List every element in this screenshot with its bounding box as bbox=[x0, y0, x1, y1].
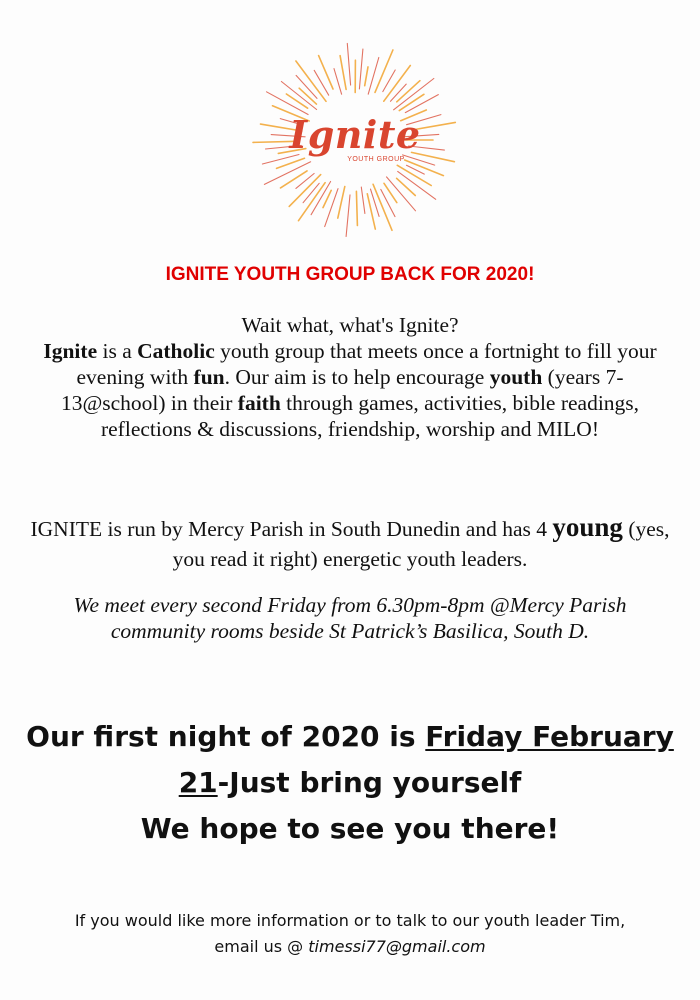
logo-title: Ignite bbox=[289, 112, 421, 157]
sunburst-ray bbox=[375, 50, 393, 92]
sunburst-ray bbox=[359, 49, 363, 89]
sunburst-ray bbox=[365, 67, 368, 86]
sunburst-ray bbox=[338, 187, 345, 219]
intro-body bbox=[30, 338, 670, 442]
sunburst-ray bbox=[296, 61, 326, 101]
sunburst-ray bbox=[281, 82, 316, 110]
sunburst-ray bbox=[325, 189, 338, 227]
logo-subtitle: YOUTH GROUP bbox=[347, 156, 405, 163]
contact-info bbox=[20, 908, 680, 960]
word-young: young bbox=[552, 512, 623, 542]
leaders-paragraph bbox=[20, 512, 680, 574]
first-night-intro: Our first night of 2020 is bbox=[26, 720, 426, 753]
sunburst-ray bbox=[397, 178, 416, 195]
leaders-text-1: IGNITE is run by Mercy Parish in South Dunedin and has 4 bbox=[30, 517, 553, 541]
sunburst-ray bbox=[299, 183, 326, 221]
intro-text-5: through games, activities, bible readings, reflections & discussions, friendship, worship and MILO! bbox=[100, 391, 640, 441]
sunburst-ray bbox=[356, 191, 357, 225]
sunburst-ray bbox=[299, 88, 316, 104]
intro-text-2: youth group that meets once a fortnight to fill your evening with bbox=[76, 339, 657, 389]
intro-question: Wait what, what's Ignite? bbox=[241, 313, 459, 337]
intro-text-4: (years 7-13@school) in their bbox=[60, 365, 624, 415]
word-faith: faith bbox=[237, 391, 281, 415]
sunburst-ray bbox=[391, 84, 407, 101]
meeting-details: We meet every second Friday from 6.30pm-8pm @Mercy Parish community rooms beside St Patrick’s Basilica, South D. bbox=[73, 593, 627, 643]
first-night-announcement bbox=[20, 714, 680, 852]
intro-paragraph bbox=[30, 312, 670, 442]
sunburst-ray bbox=[347, 43, 350, 85]
contact-line: If you would like more information or to talk to our youth leader Tim, bbox=[74, 911, 626, 930]
sunburst-ray bbox=[381, 189, 395, 216]
sunburst-ray bbox=[394, 79, 434, 110]
email-prefix: email us @ bbox=[214, 937, 309, 956]
first-night-tail: -Just bring yourself bbox=[217, 766, 522, 799]
intro-text-3: . Our aim is to help encourage bbox=[224, 365, 490, 389]
sunburst-ray bbox=[361, 187, 365, 213]
contact-email-line bbox=[20, 934, 680, 960]
intro-text-1: is a bbox=[97, 339, 138, 363]
email-address[interactable]: timessi77@gmail.com bbox=[308, 937, 486, 956]
word-ignite: Ignite bbox=[43, 339, 98, 363]
word-catholic: Catholic bbox=[137, 339, 215, 363]
sunburst-ray bbox=[340, 56, 346, 90]
word-fun: fun bbox=[193, 365, 225, 389]
sunburst-ray bbox=[303, 183, 319, 202]
sunburst-ray bbox=[346, 195, 350, 237]
hope-line: We hope to see you there! bbox=[140, 812, 560, 845]
word-youth: youth bbox=[489, 365, 543, 389]
first-night-date: Friday February 21 bbox=[178, 720, 674, 799]
headline: IGNITE YOUTH GROUP BACK FOR 2020! bbox=[165, 264, 535, 285]
sunburst-ray bbox=[319, 56, 333, 89]
leaders-text-2: (yes, you read it right) energetic youth leaders. bbox=[172, 517, 670, 571]
ignite-logo bbox=[250, 32, 460, 242]
sunburst-ray bbox=[281, 171, 308, 188]
sunburst-ray bbox=[286, 94, 307, 108]
first-night-main bbox=[20, 714, 680, 806]
sunburst-ray bbox=[334, 69, 342, 95]
